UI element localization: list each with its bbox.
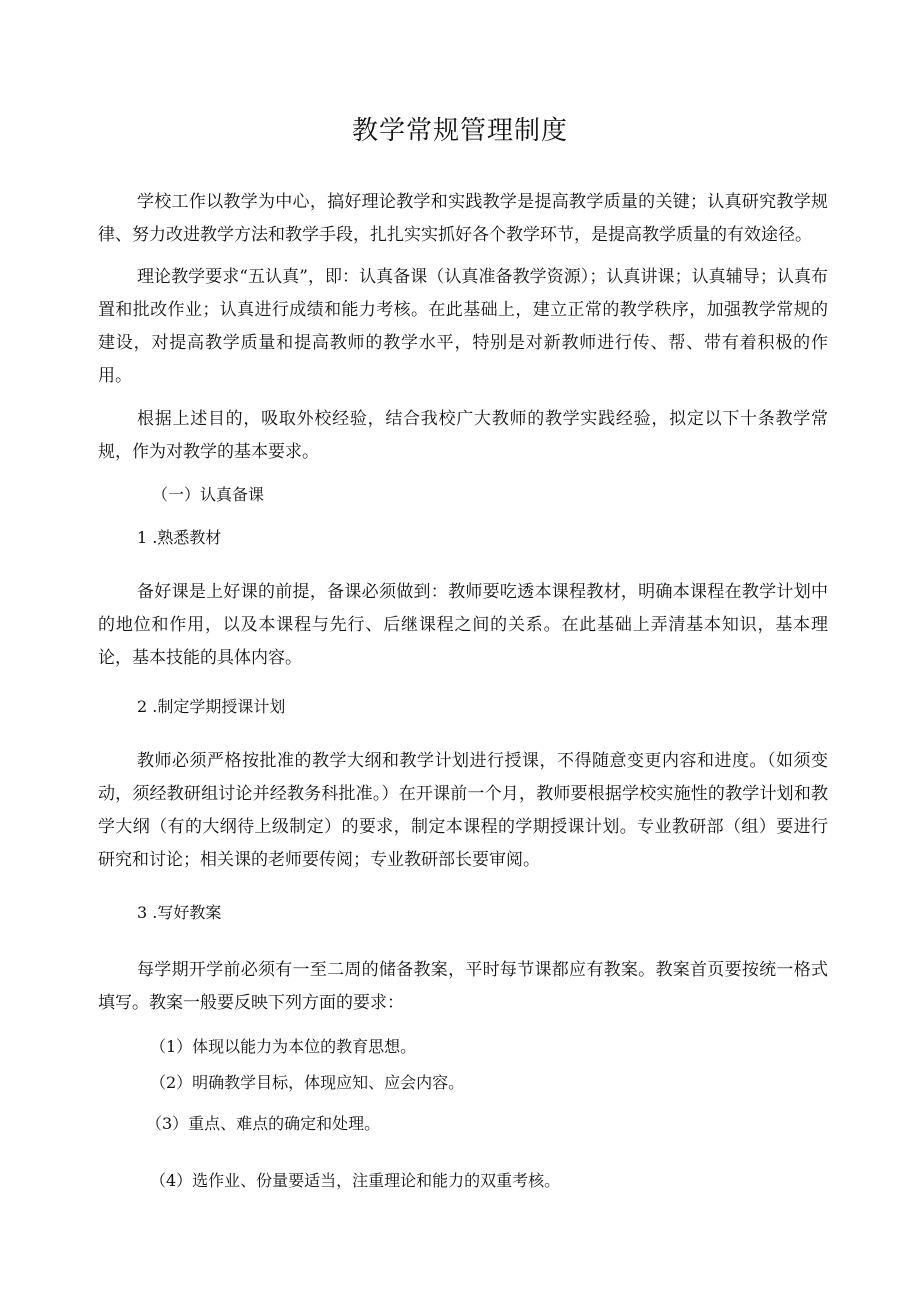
- paragraph-familiarize-textbook: 备好课是上好课的前提，备课必须做到：教师要吃透本课程教材，明确本课程在教学计划中的地位和作用，以及本课程与先行、后继课程之间的关系。在此基础上弄清基本知识，基本理论，基本技能的具体内容。: [98, 582, 828, 668]
- list-item: （1）体现以能力为本位的教育思想。: [150, 1037, 417, 1056]
- subheading-familiarize-textbook: 1 .熟悉教材: [137, 528, 222, 547]
- paragraph-lesson-plans: 每学期开学前必须有一至二周的储备教案，平时每节课都应有教案。教案首页要按统一格式填写。教案一般要反映下列方面的要求：: [98, 960, 828, 1013]
- section-heading-prepare-lessons: （一）认真备课: [152, 485, 265, 504]
- list-item: （4）选作业、份量要适当，注重理论和能力的双重考核。: [150, 1171, 561, 1190]
- paragraph-semester-plan: 教师必须严格按批准的教学大纲和教学计划进行授课，不得随意变更内容和进度。（如须变动，须经教研组讨论并经教务科批准。）在开课前一个月，教师要根据学校实施性的教学计划和教学大纲（有的大纲待上级制定）的要求，制定本课程的学期授课计划。专业教研部（组）要进行研究和讨论；相关课的老师要传阅；专业教研部长要审阅。: [98, 751, 828, 870]
- intro-paragraph-3: 根据上述目的，吸取外校经验，结合我校广大教师的教学实践经验，拟定以下十条教学常规，作为对教学的基本要求。: [98, 409, 828, 462]
- subheading-lesson-plans: 3 .写好教案: [137, 903, 222, 922]
- intro-paragraph-2: 理论教学要求“五认真”，即：认真备课（认真准备教学资源）；认真讲课；认真辅导；认真布置和批改作业；认真进行成绩和能力考核。在此基础上，建立正常的教学秩序，加强教学常规的建设，对提高教学质量和提高教师的教学水平，特别是对新教师进行传、帮、带有着积极的作用。: [98, 267, 828, 386]
- list-item: （3）重点、难点的确定和处理。: [146, 1114, 381, 1133]
- intro-paragraph-1: 学校工作以教学为中心，搞好理论教学和实践教学是提高教学质量的关键；认真研究教学规律、努力改进教学方法和教学手段，扎扎实实抓好各个教学环节，是提高教学质量的有效途径。: [98, 192, 828, 245]
- document-title: 教学常规管理制度: [351, 116, 568, 146]
- list-item: （2）明确教学目标，体现应知、应会内容。: [150, 1073, 465, 1092]
- subheading-semester-plan: 2 .制定学期授课计划: [137, 697, 286, 716]
